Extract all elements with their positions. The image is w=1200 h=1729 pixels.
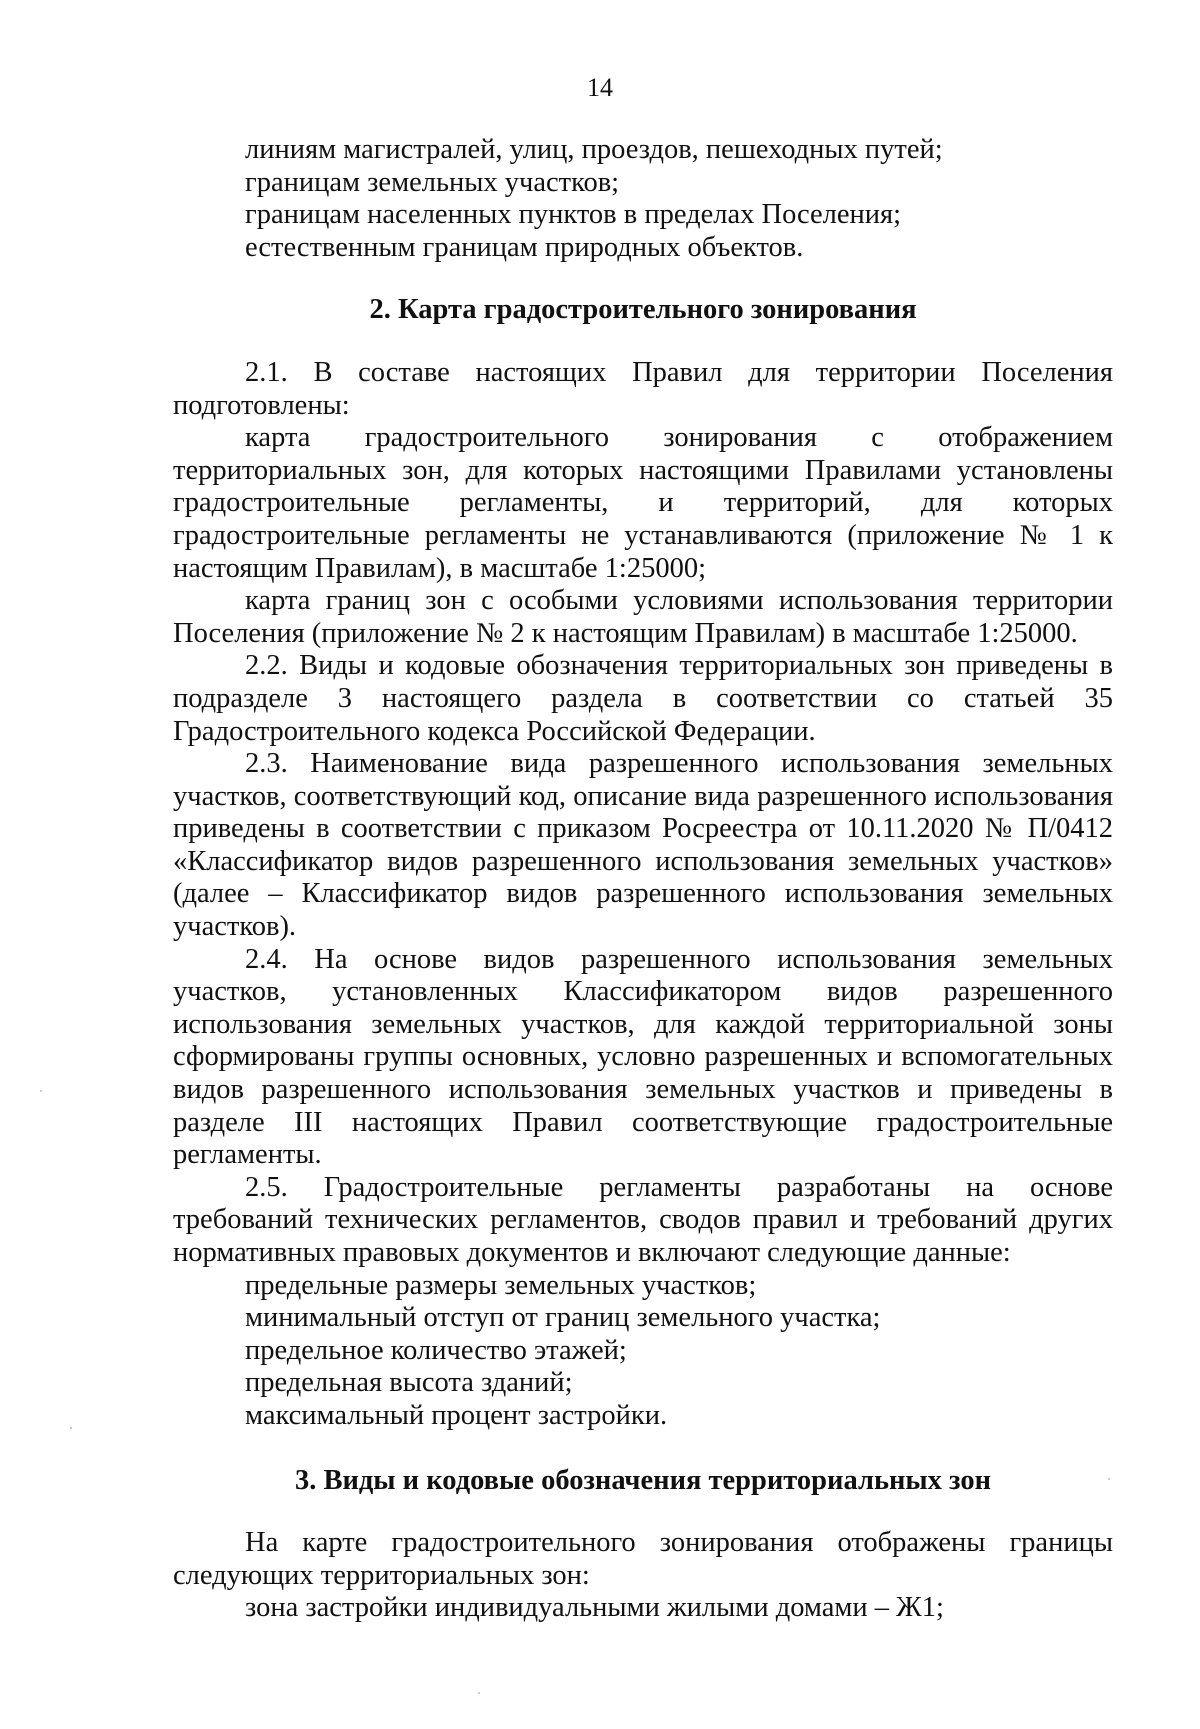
scan-speck <box>40 1090 42 1092</box>
regulation-item-4: предельная высота зданий; <box>245 1367 573 1399</box>
intro-line-2: границам земельных участков; <box>245 166 620 198</box>
intro-line-3: границам населенных пунктов в пределах Поселения; <box>245 199 902 231</box>
paragraph-2-3: 2.3. Наименование вида разрешенного использования земельных участков, соответствующий код, описание вида разрешенного использования приведены в соответствии с приказом Росреестра от 10.11.2020 № П/0412 «Классификатор видов разрешенного использования земельных участков» (далее – Классификатор видов разрешенного использования земельных участков). <box>173 748 1113 943</box>
section-2-heading: 2. Карта градостроительного зонирования <box>369 294 917 326</box>
section-3-heading: 3. Виды и кодовые обозначения территориальных зон <box>294 1464 992 1496</box>
paragraph-2-4: 2.4. На основе видов разрешенного использования земельных участков, установленных Классификатором видов разрешенного использования земельных участков, для каждой территориальной зоны сформированы группы основных, условно разрешенных и вспомогательных видов разрешенного использования земельных участков и приведены в разделе III настоящих Правил соответствующие градостроительные регламенты. <box>173 943 1113 1171</box>
page-content <box>173 134 1113 1625</box>
regulation-item-3: предельное количество этажей; <box>245 1334 627 1366</box>
paragraph-2-1: 2.1. В составе настоящих Правил для территории Поселения подготовлены: <box>173 356 1113 421</box>
page-number: 14 <box>587 73 613 102</box>
paragraph-2-1-map-zones: карта границ зон с особыми условиями использования территории Поселения (приложение № 2 к настоящим Правилам) в масштабе 1:25000. <box>173 585 1113 649</box>
scan-speck <box>70 1427 72 1429</box>
scan-speck <box>1108 1478 1110 1480</box>
regulation-item-2: минимальный отступ от границ земельного участка; <box>245 1302 881 1334</box>
regulation-item-1: предельные размеры земельных участков; <box>245 1269 757 1301</box>
paragraph-3-1: На карте градостроительного зонирования отображены границы следующих территориальных зон: <box>173 1527 1113 1591</box>
intro-line-4: естественным границам природных объектов. <box>245 231 804 263</box>
paragraph-2-5: 2.5. Градостроительные регламенты разработаны на основе требований технических регламентов, сводов правил и требований других нормативных правовых документов и включают следующие данные: <box>173 1171 1113 1268</box>
paragraph-2-2: 2.2. Виды и кодовые обозначения территориальных зон приведены в подразделе 3 настоящего раздела в соответствии со статьей 35 Градостроительного кодекса Российской Федерации. <box>173 650 1113 747</box>
paragraph-2-1-map-zoning: карта градостроительного зонирования с отображением территориальных зон, для которых настоящими Правилами установлены градостроительные регламенты, и территорий, для которых градостроительные регламенты не устанавливаются (приложение № 1 к настоящим Правилам), в масштабе 1:25000; <box>173 422 1113 584</box>
zone-item-zh1: зона застройки индивидуальными жилыми домами – Ж1; <box>245 1592 944 1624</box>
scan-speck <box>478 1692 480 1694</box>
intro-line-1: линиям магистралей, улиц, проездов, пешеходных путей; <box>245 134 943 165</box>
regulation-item-5: максимальный процент застройки. <box>245 1399 668 1431</box>
